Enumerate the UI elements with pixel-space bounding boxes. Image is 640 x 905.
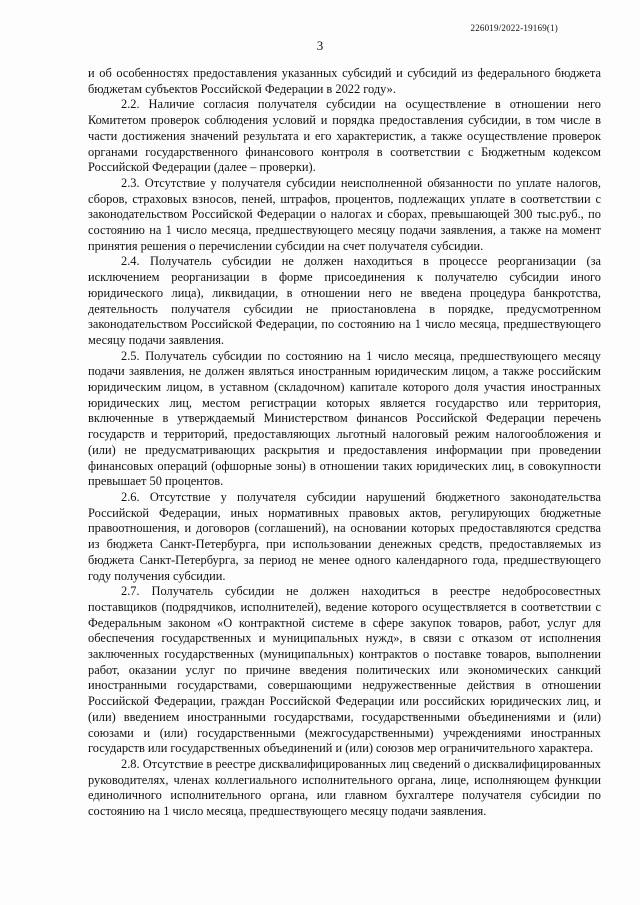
paragraph-continuation: и об особенностях предоставления указанных субсидий и субсидий из федерального бюджета бюджетам субъектов Российской Федерации в 2022 году». bbox=[88, 66, 601, 96]
document-body bbox=[88, 66, 601, 820]
paragraph-2-2: 2.2. Наличие согласия получателя субсидии на осуществление в отношении него Комитетом проверок соблюдения условий и порядка предоставления субсидии, в том числе в части достижения значений результата и его характеристик, а также осуществление проверок органами государственного финансового контроля в соответствии с Бюджетным кодексом Российской Федерации (далее – проверки). bbox=[88, 97, 601, 175]
paragraph-2-7: 2.7. Получатель субсидии не должен находиться в реестре недобросовестных поставщиков (подрядчиков, исполнителей), ведение которого осуществляется в соответствии с Федеральным законом «О контрактной системе в сфере закупок товаров, работ, услуг для обеспечения государственных и муниципальных нужд», в связи с отказом от исполнения заключенных государственных (муниципальных) контрактов о поставке товаров, выполнении работ, оказании услуг по причине введения политических или экономических санкций иностранными государствами, совершающими недружественные действия в отношении Российской Федерации, граждан Российской Федерации или российских юридических лиц, и (или) введением иностранными государствами, государственными объединениями и (или) союзами и (или) государственными (межгосударственными) учреждениями иностранных государств или государственных объединений и (или) союзов мер ограничительного характера. bbox=[88, 584, 601, 756]
paragraph-2-8: 2.8. Отсутствие в реестре дисквалифицированных лиц сведений о дисквалифицированных руководителях, членах коллегиального исполнительного органа, лице, исполняющем функции единоличного исполнительного органа, или главном бухгалтере получателя субсидии по состоянию на 1 число месяца, предшествующего месяцу подачи заявления. bbox=[88, 756, 601, 819]
paragraph-2-5: 2.5. Получатель субсидии по состоянию на 1 число месяца, предшествующего месяцу подачи заявления, не должен являться иностранным юридическим лицом, а также российским юридическим лицом, в уставном (складочном) капитале которого доля участия иностранных юридических лиц, местом регистрации которых является государство или территория, включенные в утверждаемый Министерством финансов Российской Федерации перечень государств и территорий, предоставляющих льготный налоговый режим налогообложения и (или) не предусматривающих раскрытия и предоставления информации при проведении финансовых операций (офшорные зоны) в отношении таких юридических лиц, в совокупности превышает 50 процентов. bbox=[88, 348, 601, 489]
document-number: 226019/2022-19169(1) bbox=[470, 23, 558, 33]
paragraph-2-3: 2.3. Отсутствие у получателя субсидии неисполненной обязанности по уплате налогов, сборов, страховых взносов, пеней, штрафов, процентов, подлежащих уплате в соответствии с законодательством Российской Федерации о налогах и сборах, превышающей 300 тыс.руб., по состоянию на 1 число месяца, предшествующего месяцу подачи заявления, а также на момент принятия решения о перечислении субсидии на счет получателя субсидии. bbox=[88, 175, 601, 253]
paragraph-2-6: 2.6. Отсутствие у получателя субсидии нарушений бюджетного законодательства Российской Федерации, иных нормативных правовых актов, регулирующих бюджетные правоотношения, и договоров (соглашений), на основании которых предоставляются средства из бюджета Санкт-Петербурга, при использовании денежных средств, предоставляемых из бюджета Санкт-Петербурга, за период не менее одного календарного года, предшествующего году получения субсидии. bbox=[88, 489, 601, 583]
page-number: 3 bbox=[316, 38, 324, 53]
paragraph-2-4: 2.4. Получатель субсидии не должен находиться в процессе реорганизации (за исключением реорганизации в форме присоединения к получателю субсидии иного юридического лица), ликвидации, в отношении него не введена процедура банкротства, деятельность получателя субсидии не приостановлена в порядке, предусмотренном законодательством Российской Федерации, по состоянию на 1 число месяца, предшествующего месяцу подачи заявления. bbox=[88, 254, 601, 347]
